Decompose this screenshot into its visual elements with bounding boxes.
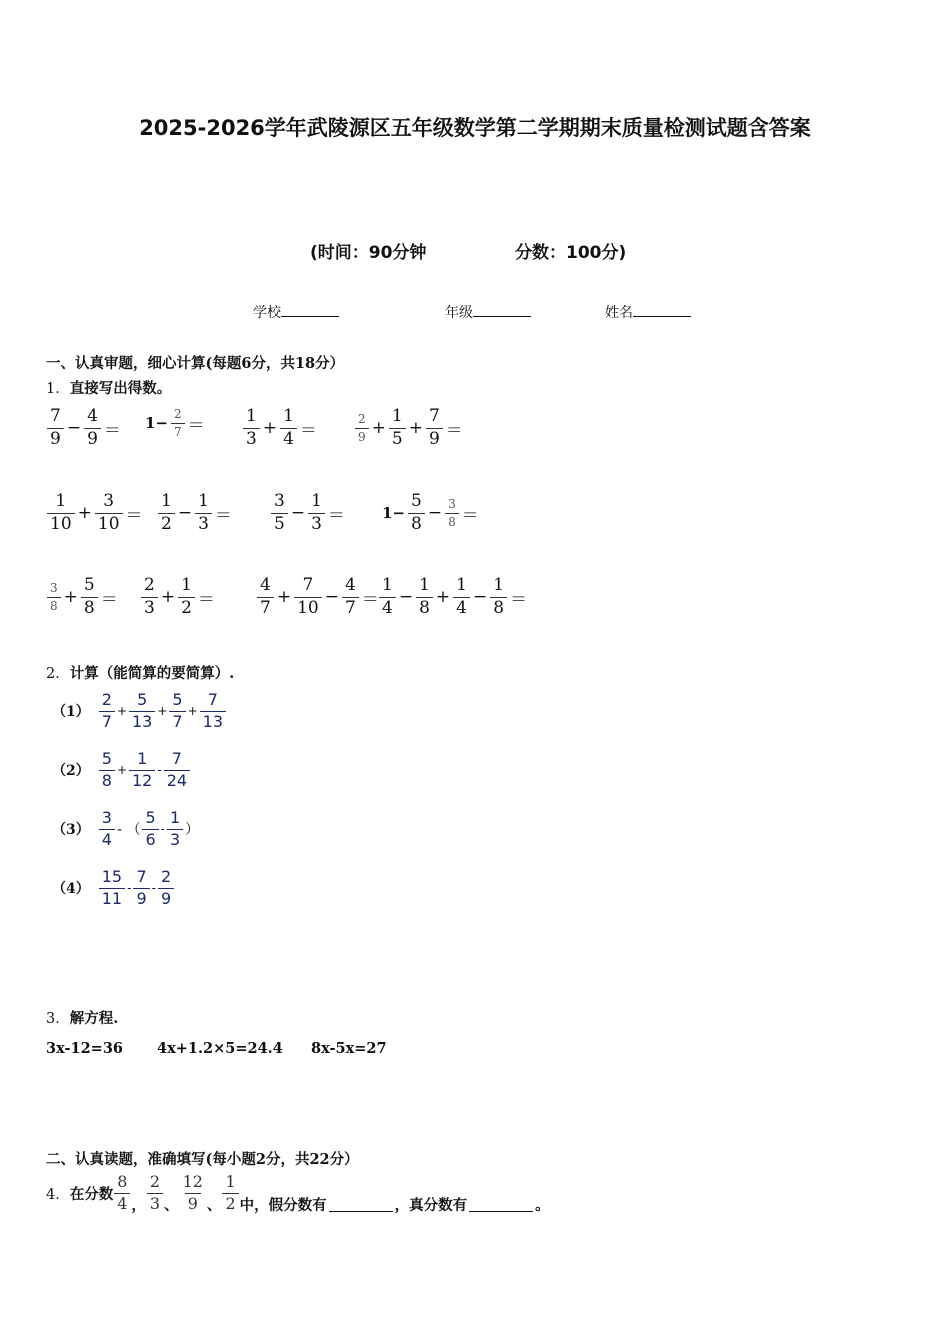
exam-score: 分数：100分)	[515, 243, 627, 263]
q2-item-2: （2） $\frac{5}{8}$ + $\frac{1}{12}$ - $\frac{7}{24}$	[52, 751, 191, 790]
fraction: $\frac{1}{2}$	[222, 1174, 238, 1213]
q2-header	[46, 662, 234, 683]
name-field[interactable]	[605, 302, 691, 322]
fraction: $\frac{5}{7}$	[169, 692, 185, 731]
page-title: 2025-2026学年武陵源区五年级数学第二学期期末质量检测试题含答案	[139, 116, 811, 140]
q3-number: 3．	[46, 1011, 70, 1027]
fraction: $\frac{7}{10}$	[294, 577, 322, 618]
q1-row2-expr4: 1− $\frac{5}{8}$ − $\frac{3}{8}$ ＝	[382, 491, 479, 534]
q1-row2-expr1: $\frac{1}{10}$ + $\frac{3}{10}$ ＝	[46, 493, 145, 534]
fraction: $\frac{7}{24}$	[164, 751, 190, 790]
name-label: 姓名	[605, 305, 633, 321]
fraction: $\frac{5}{8}$	[81, 577, 98, 618]
q1-row3-expr1: $\frac{3}{8}$ + $\frac{5}{8}$ ＝	[46, 577, 120, 618]
fraction: $\frac{5}{6}$	[142, 810, 158, 849]
fraction: $\frac{3}{10}$	[95, 493, 123, 534]
fraction: $\frac{2}{7}$	[99, 692, 115, 731]
fraction: $\frac{3}{5}$	[271, 493, 288, 534]
grade-blank[interactable]	[473, 303, 531, 317]
q2-item-3: （3） $\frac{3}{4}$ - （ $\frac{5}{6}$ - $\frac{1}{3}$ ）	[52, 808, 200, 849]
fraction: $\frac{1}{8}$	[490, 577, 507, 618]
q1-row2-expr3: $\frac{3}{5}$ − $\frac{1}{3}$ ＝	[270, 493, 347, 534]
equation-1: 3x-12=36	[46, 1040, 124, 1057]
fraction: $\frac{3}{8}$	[47, 582, 61, 612]
q1-text: 直接写出得数。	[69, 380, 172, 397]
fraction: $\frac{3}{8}$	[445, 498, 459, 528]
section1-heading: 一、认真审题，细心计算(每题6分，共18分）	[46, 355, 345, 372]
fraction: $\frac{4}{9}$	[84, 408, 101, 449]
q2-item-4: （4） $\frac{15}{11}$ - $\frac{7}{9}$ - $\frac{2}{9}$	[52, 869, 175, 908]
fraction: $\frac{5}{13}$	[129, 692, 155, 731]
fraction: $\frac{1}{4}$	[379, 577, 396, 618]
q1-row3-expr3: $\frac{4}{7}$ + $\frac{7}{10}$ − $\frac{4}{7}$ ＝	[256, 577, 381, 618]
q1-row1-expr4: $\frac{2}{9}$ + $\frac{1}{5}$ + $\frac{7}{9}$ ＝	[354, 408, 465, 449]
fraction: $\frac{1}{2}$	[178, 577, 195, 618]
fraction: $\frac{4}{7}$	[257, 577, 274, 618]
fraction: $\frac{2}{9}$	[355, 413, 369, 443]
fraction: $\frac{5}{8}$	[408, 493, 425, 534]
equation-3: 8x-5x=27	[311, 1040, 387, 1057]
fraction: $\frac{2}{7}$	[171, 408, 185, 438]
fraction: $\frac{7}{9}$	[47, 408, 64, 449]
q1-row2-expr2: $\frac{1}{2}$ − $\frac{1}{3}$ ＝	[157, 493, 234, 534]
fraction: $\frac{1}{5}$	[389, 408, 406, 449]
fraction: $\frac{1}{12}$	[129, 751, 155, 790]
fraction: $\frac{4}{7}$	[342, 577, 359, 618]
q1-row3-expr2: $\frac{2}{3}$ + $\frac{1}{2}$ ＝	[140, 577, 217, 618]
fraction: $\frac{1}{4}$	[280, 408, 297, 449]
fraction: $\frac{1}{8}$	[416, 577, 433, 618]
fraction: $\frac{2}{3}$	[147, 1174, 163, 1213]
fraction: $\frac{15}{11}$	[99, 869, 125, 908]
q3-header	[46, 1007, 118, 1028]
fraction: $\frac{1}{3}$	[167, 810, 183, 849]
q2-item-1: （1） $\frac{2}{7}$ + $\frac{5}{13}$ + $\frac{5}{7}$ + $\frac{7}{13}$	[52, 692, 227, 731]
exam-time: (时间：90分钟	[310, 243, 427, 263]
fraction: $\frac{2}{3}$	[141, 577, 158, 618]
q1-row1-expr3: $\frac{1}{3}$ + $\frac{1}{4}$ ＝	[242, 408, 319, 449]
school-blank[interactable]	[281, 303, 339, 317]
fraction: $\frac{1}{3}$	[243, 408, 260, 449]
fraction: $\frac{1}{10}$	[47, 493, 75, 534]
equation-2: 4x+1.2×5=24.4	[157, 1040, 283, 1057]
fraction: $\frac{7}{9}$	[426, 408, 443, 449]
proper-fraction-blank[interactable]	[469, 1197, 533, 1212]
fraction: $\frac{1}{3}$	[308, 493, 325, 534]
q2-number: 2．	[46, 666, 70, 682]
fraction: $\frac{7}{9}$	[133, 869, 149, 908]
fraction: $\frac{7}{13}$	[200, 692, 226, 731]
q3-text: 解方程.	[69, 1010, 119, 1027]
fraction: $\frac{5}{8}$	[99, 751, 115, 790]
name-blank[interactable]	[633, 303, 691, 317]
school-field[interactable]	[253, 302, 339, 322]
fraction: $\frac{1}{2}$	[158, 493, 175, 534]
q2-text: 计算（能简算的要简算）.	[69, 665, 235, 682]
fraction: $\frac{1}{4}$	[453, 577, 470, 618]
improper-fraction-blank[interactable]	[329, 1197, 393, 1212]
q1-row3-expr4: $\frac{1}{4}$ − $\frac{1}{8}$ + $\frac{1}{4}$ − $\frac{1}{8}$ ＝	[378, 577, 529, 618]
q1-header	[46, 377, 171, 398]
q4-line: 4． 在分数 $\frac{8}{4}$ ， $\frac{2}{3}$ 、 $\frac{12}{9}$ 、 $\frac{1}{2}$ 中，假分数有 ，真分数有 。	[46, 1172, 550, 1214]
grade-label: 年级	[445, 305, 473, 321]
school-label: 学校	[253, 305, 281, 321]
fraction: $\frac{12}{9}$	[182, 1172, 203, 1213]
q4-number: 4．	[46, 1187, 70, 1203]
grade-field[interactable]	[445, 302, 531, 322]
q1-number: 1．	[46, 381, 70, 397]
fraction: $\frac{8}{4}$	[114, 1174, 130, 1213]
fraction: $\frac{1}{3}$	[195, 493, 212, 534]
fraction: $\frac{2}{9}$	[158, 869, 174, 908]
fraction: $\frac{3}{4}$	[99, 810, 115, 849]
section2-heading: 二、认真读题，准确填写(每小题2分，共22分）	[46, 1151, 359, 1168]
q1-row1-expr1: $\frac{7}{9}$ − $\frac{4}{9}$ ＝	[46, 408, 123, 449]
q1-row1-expr2: 1− $\frac{2}{7}$ ＝	[145, 407, 205, 439]
